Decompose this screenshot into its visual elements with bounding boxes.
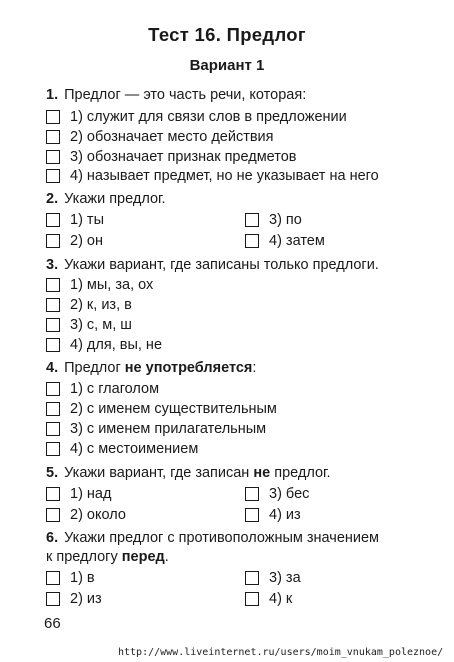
answer-checkbox[interactable]	[245, 234, 259, 248]
option-q5-2[interactable]	[46, 506, 126, 524]
question-emphasis: перед	[121, 549, 165, 565]
option-label: 1) мы, за, ох	[70, 277, 154, 293]
question-1	[46, 87, 306, 103]
answer-checkbox[interactable]	[245, 592, 259, 606]
question-number: 4.	[46, 360, 59, 376]
option-q2-2[interactable]	[46, 232, 103, 250]
option-q4-2[interactable]	[46, 400, 277, 418]
option-label: 3) с, м, ш	[70, 317, 132, 333]
option-label: 4) с местоимением	[70, 441, 199, 457]
answer-checkbox[interactable]	[46, 508, 60, 522]
question-text-end: предлог.	[274, 465, 331, 481]
page-number: 66	[44, 615, 61, 632]
option-q4-4[interactable]	[46, 440, 198, 458]
question-5	[46, 465, 331, 481]
answer-checkbox[interactable]	[46, 278, 60, 292]
option-q6-3[interactable]	[245, 569, 301, 587]
answer-checkbox[interactable]	[46, 592, 60, 606]
option-label: 3) по	[269, 212, 302, 228]
question-number: 6.	[46, 530, 59, 546]
option-label: 2) обозначает место действия	[70, 129, 274, 145]
answer-checkbox[interactable]	[245, 508, 259, 522]
option-q6-4[interactable]	[245, 590, 292, 608]
option-q1-2[interactable]	[46, 128, 274, 146]
answer-checkbox[interactable]	[46, 422, 60, 436]
answer-checkbox[interactable]	[46, 110, 60, 124]
option-q3-2[interactable]	[46, 296, 132, 314]
answer-checkbox[interactable]	[46, 130, 60, 144]
option-label: 1) служит для связи слов в предложении	[70, 109, 347, 125]
question-text-end: .	[164, 549, 169, 565]
option-q6-1[interactable]	[46, 569, 95, 587]
question-6	[46, 530, 379, 546]
question-3	[46, 257, 379, 273]
question-text: к предлогу	[46, 549, 118, 565]
option-label: 1) ты	[70, 212, 104, 228]
question-number: 3.	[46, 257, 59, 273]
option-q1-4[interactable]	[46, 167, 379, 185]
option-q3-1[interactable]	[46, 276, 153, 294]
option-label: 4) называет предмет, но не указывает на него	[70, 168, 379, 184]
question-text: Укажи предлог с противоположным значением	[64, 530, 380, 546]
answer-checkbox[interactable]	[46, 213, 60, 227]
option-label: 2) с именем существительным	[70, 401, 277, 417]
option-label: 4) к	[269, 591, 293, 607]
option-label: 1) в	[70, 570, 95, 586]
option-q4-1[interactable]	[46, 380, 159, 398]
question-number: 2.	[46, 191, 59, 207]
option-label: 4) для, вы, не	[70, 337, 163, 353]
answer-checkbox[interactable]	[46, 382, 60, 396]
question-text: Предлог	[64, 360, 121, 376]
option-q1-1[interactable]	[46, 108, 347, 126]
answer-checkbox[interactable]	[46, 571, 60, 585]
variant-subtitle: Вариант 1	[189, 57, 265, 74]
source-url: http://www.liveinternet.ru/users/moim_vnukam_poleznoe/	[118, 647, 444, 658]
option-label: 2) около	[70, 507, 126, 523]
answer-checkbox[interactable]	[46, 150, 60, 164]
answer-checkbox[interactable]	[245, 213, 259, 227]
option-q3-4[interactable]	[46, 336, 162, 354]
question-text: Предлог — это часть речи, которая:	[64, 87, 307, 103]
option-q1-3[interactable]	[46, 148, 297, 166]
option-label: 1) с глаголом	[70, 381, 160, 397]
answer-checkbox[interactable]	[46, 338, 60, 352]
option-label: 3) за	[269, 570, 301, 586]
question-number: 1.	[46, 87, 59, 103]
option-q5-3[interactable]	[245, 485, 309, 503]
answer-checkbox[interactable]	[46, 169, 60, 183]
question-number: 5.	[46, 465, 59, 481]
question-4	[46, 360, 256, 376]
option-q2-3[interactable]	[245, 211, 302, 229]
option-q5-1[interactable]	[46, 485, 111, 503]
answer-checkbox[interactable]	[46, 234, 60, 248]
question-emphasis: не употребляется	[124, 360, 253, 376]
option-label: 4) из	[269, 507, 301, 523]
option-label: 4) затем	[269, 233, 325, 249]
answer-checkbox[interactable]	[46, 402, 60, 416]
option-q5-4[interactable]	[245, 506, 301, 524]
question-2	[46, 191, 166, 207]
question-text: Укажи вариант, где записан	[64, 465, 250, 481]
option-label: 1) над	[70, 486, 112, 502]
option-q6-2[interactable]	[46, 590, 102, 608]
answer-checkbox[interactable]	[46, 487, 60, 501]
page-title: Тест 16. Предлог	[148, 24, 306, 45]
answer-checkbox[interactable]	[46, 298, 60, 312]
answer-checkbox[interactable]	[46, 318, 60, 332]
option-q2-1[interactable]	[46, 211, 104, 229]
question-6-line-2	[46, 549, 169, 565]
option-label: 2) к, из, в	[70, 297, 132, 313]
option-q3-3[interactable]	[46, 316, 132, 334]
question-text: Укажи предлог.	[64, 191, 166, 207]
option-label: 2) он	[70, 233, 103, 249]
answer-checkbox[interactable]	[245, 571, 259, 585]
option-q4-3[interactable]	[46, 420, 266, 438]
question-text-end: :	[252, 360, 257, 376]
question-text: Укажи вариант, где записаны только предлоги.	[64, 257, 379, 273]
option-label: 3) обозначает признак предметов	[70, 149, 297, 165]
option-label: 3) с именем прилагательным	[70, 421, 267, 437]
option-label: 2) из	[70, 591, 102, 607]
answer-checkbox[interactable]	[245, 487, 259, 501]
option-q2-4[interactable]	[245, 232, 325, 250]
question-emphasis: не	[253, 465, 271, 481]
answer-checkbox[interactable]	[46, 442, 60, 456]
option-label: 3) бес	[269, 486, 310, 502]
